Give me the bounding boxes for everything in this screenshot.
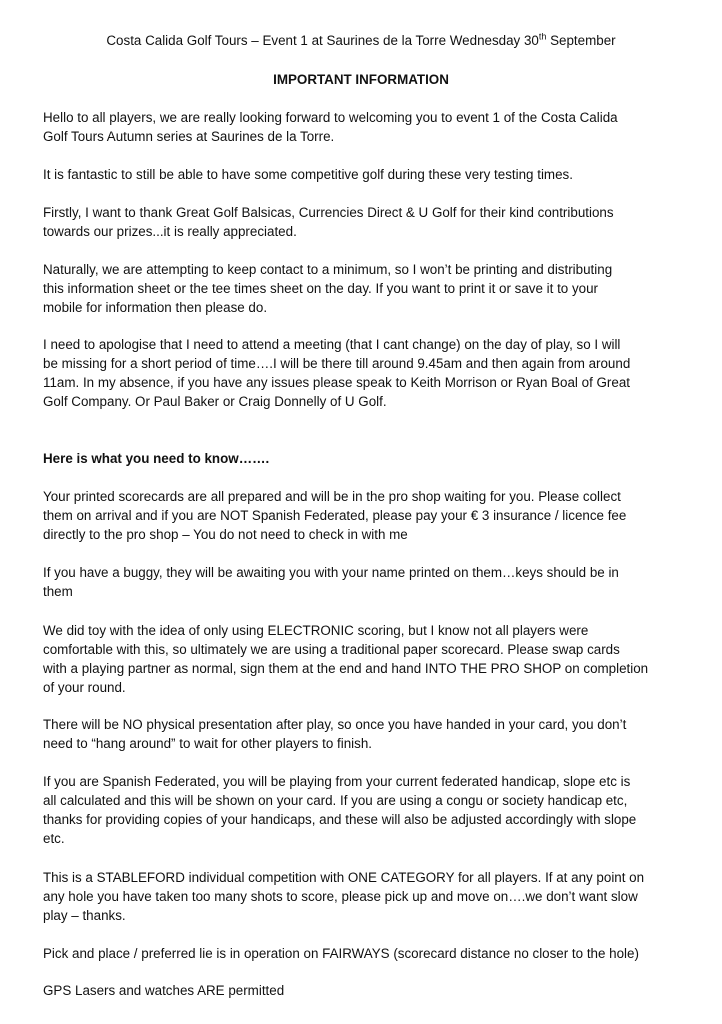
paragraph-line: Naturally, we are attempting to keep contact to a minimum, so I won’t be printing and distributing	[43, 262, 613, 277]
paragraph-line: towards our prizes...it is really appreciated.	[43, 224, 297, 239]
paragraph-line: I need to apologise that I need to attend a meeting (that I cant change) on the day of play, so I will	[43, 337, 621, 352]
title-text: Costa Calida Golf Tours – Event 1 at Saurines de la Torre Wednesday 30	[106, 33, 539, 48]
title-month: September	[546, 33, 616, 48]
paragraph-line: Golf Company. Or Paul Baker or Craig Donnelly of U Golf.	[43, 394, 387, 409]
paragraph-line: We did toy with the idea of only using ELECTRONIC scoring, but I know not all players were	[43, 623, 589, 638]
paragraph-line: etc.	[43, 831, 65, 846]
paragraph-line: If you are Spanish Federated, you will be playing from your current federated handicap, slope etc is	[43, 774, 631, 789]
paragraph-welcome	[43, 108, 683, 146]
paragraph-line: Firstly, I want to thank Great Golf Balsicas, Currencies Direct & U Golf for their kind contributions	[43, 205, 614, 220]
section-heading: IMPORTANT INFORMATION	[273, 72, 449, 87]
paragraph-scorecards	[43, 487, 683, 544]
title-ordinal-suffix: th	[538, 31, 547, 42]
paragraph-line: be missing for a short period of time….I will be there till around 9.45am and then again from around	[43, 356, 631, 371]
paragraph-line: all calculated and this will be shown on your card. If you are using a congu or society handicap etc,	[43, 793, 628, 808]
paragraph-line: Golf Tours Autumn series at Saurines de la Torre.	[43, 129, 335, 144]
paragraph-line: play – thanks.	[43, 908, 126, 923]
paragraph-line: them on arrival and if you are NOT Spanish Federated, please pay your € 3 insurance / licence fee	[43, 508, 627, 523]
paragraph-handicap	[43, 772, 683, 848]
paragraph-line: If you have a buggy, they will be awaiting you with your name printed on them…keys should be in	[43, 565, 619, 580]
paragraph-line: with a playing partner as normal, sign them at the end and hand INTO THE PRO SHOP on completion	[43, 661, 649, 676]
paragraph-line: Your printed scorecards are all prepared and will be in the pro shop waiting for you. Please collect	[43, 489, 621, 504]
paragraph-sponsors	[43, 203, 683, 241]
paragraph-scoring	[43, 621, 683, 697]
paragraph-stableford	[43, 868, 683, 925]
paragraph-line: Hello to all players, we are really looking forward to welcoming you to event 1 of the Costa Calida	[43, 110, 618, 125]
document-title	[0, 31, 722, 50]
paragraph-line: directly to the pro shop – You do not need to check in with me	[43, 527, 408, 542]
paragraph-line: Here is what you need to know…….	[43, 451, 270, 466]
paragraph-contact	[43, 260, 683, 317]
paragraph-line: 11am. In my absence, if you have any issues please speak to Keith Morrison or Ryan Boal of Great	[43, 375, 631, 390]
paragraph-apology	[43, 335, 683, 411]
paragraph-line: There will be NO physical presentation after play, so once you have handed in your card, you don’t	[43, 717, 627, 732]
paragraph-line: them	[43, 584, 73, 599]
paragraph-pick-and-place	[43, 944, 683, 963]
paragraph-buggy	[43, 563, 683, 601]
paragraph-presentation	[43, 715, 683, 753]
paragraph-line: of your round.	[43, 680, 126, 695]
paragraph-line: thanks for providing copies of your handicaps, and these will also be adjusted accordingly with slope	[43, 812, 637, 827]
paragraph-line: It is fantastic to still be able to have some competitive golf during these very testing times.	[43, 167, 573, 182]
paragraph-line: any hole you have taken too many shots to score, please pick up and move on….we don’t want slow	[43, 889, 638, 904]
paragraph-gps	[43, 981, 683, 1000]
paragraph-testing-times	[43, 165, 683, 184]
paragraph-line: GPS Lasers and watches ARE permitted	[43, 983, 285, 998]
paragraph-line: comfortable with this, so ultimately we are using a traditional paper scorecard. Please swap cards	[43, 642, 620, 657]
paragraph-line: mobile for information then please do.	[43, 300, 268, 315]
paragraph-line: Pick and place / preferred lie is in operation on FAIRWAYS (scorecard distance no closer to the hole)	[43, 946, 639, 961]
paragraph-line: This is a STABLEFORD individual competition with ONE CATEGORY for all players. If at any point on	[43, 870, 645, 885]
paragraph-line: need to “hang around” to wait for other players to finish.	[43, 736, 373, 751]
paragraph-line: this information sheet or the tee times sheet on the day. If you want to print it or save it to your	[43, 281, 599, 296]
subheading-what-you-need-to-know	[43, 449, 683, 468]
